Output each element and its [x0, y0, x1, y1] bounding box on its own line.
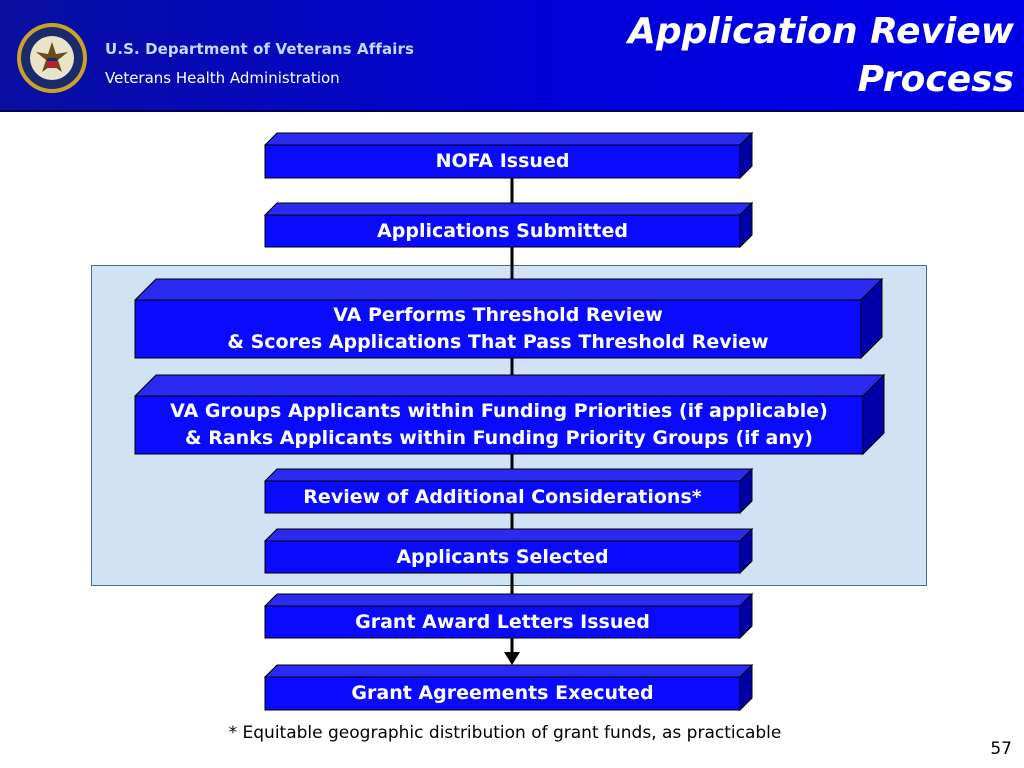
- box-top-face: [265, 203, 752, 215]
- box-top-face: [135, 279, 882, 300]
- slide-title-line1: Application Review: [628, 11, 1014, 52]
- box-top-face: [265, 594, 752, 606]
- division-name: Veterans Health Administration: [105, 69, 340, 87]
- flow-step-label-4: [135, 396, 863, 454]
- page-number: 57: [990, 739, 1012, 759]
- box-top-face: [265, 133, 752, 145]
- box-top-face: [265, 665, 752, 677]
- flow-step-text: Grant Agreements Executed: [351, 682, 654, 704]
- flow-step-text-line2: & Ranks Applicants within Funding Priority Groups (if any): [185, 427, 813, 449]
- flow-step-text-line2: & Scores Applications That Pass Threshold Review: [227, 331, 769, 353]
- arrowhead-icon: [504, 652, 520, 665]
- flow-step-label-6: [265, 541, 740, 573]
- slide-title-line2: Process: [857, 59, 1014, 100]
- box-top-face: [265, 529, 752, 541]
- flow-step-text: Review of Additional Considerations*: [303, 485, 702, 508]
- box-top-face: [265, 469, 752, 481]
- flow-step-label-5: [265, 481, 740, 513]
- flow-step-text: VA Performs Threshold Review: [333, 304, 663, 326]
- flow-step-label-1: [265, 145, 740, 178]
- flow-step-label-8: [265, 677, 740, 710]
- box-top-face: [135, 375, 884, 396]
- flow-step-text: Applicants Selected: [396, 545, 609, 568]
- flow-step-label-7: [265, 606, 740, 638]
- footnote: * Equitable geographic distribution of grant funds, as practicable: [228, 723, 782, 743]
- agency-name: U.S. Department of Veterans Affairs: [105, 40, 414, 58]
- flow-step-label-2: [265, 215, 740, 247]
- flow-step-label-3: [135, 300, 861, 358]
- flow-step-text: Applications Submitted: [377, 219, 628, 242]
- flow-step-text: Grant Award Letters Issued: [355, 610, 650, 633]
- flow-step-text: NOFA Issued: [435, 150, 570, 172]
- flow-step-text: VA Groups Applicants within Funding Priorities (if applicable): [170, 400, 828, 422]
